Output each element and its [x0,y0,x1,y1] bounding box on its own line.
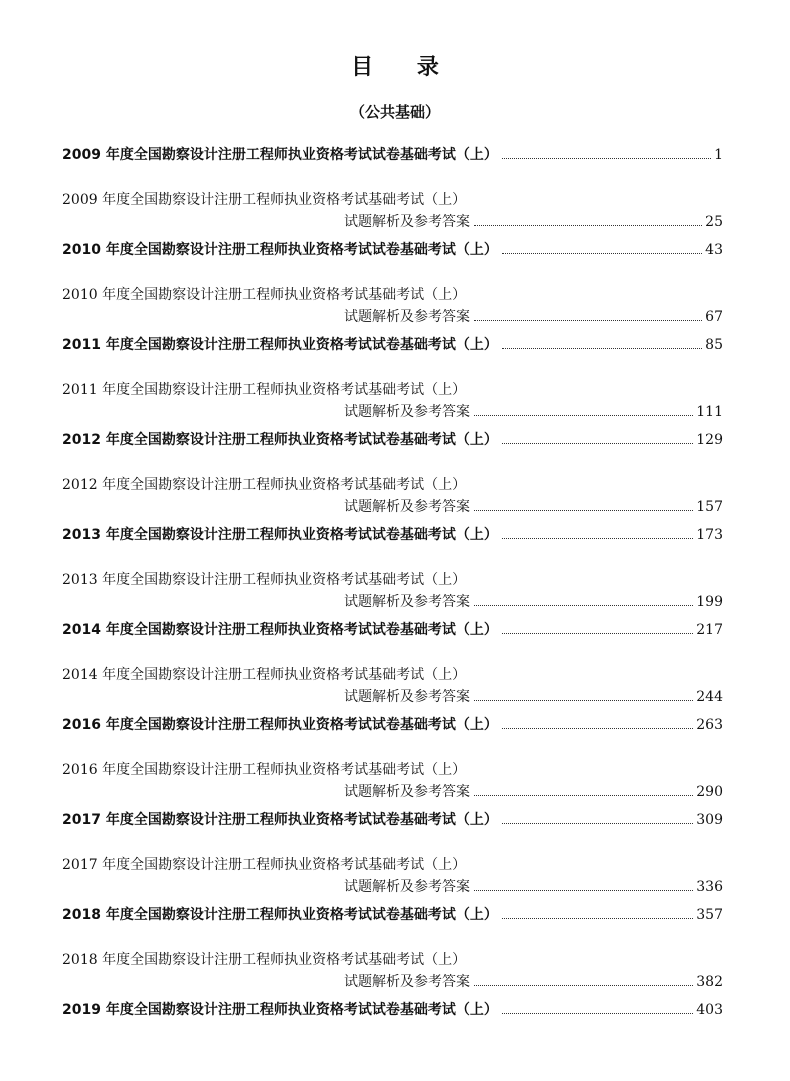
toc-entry-title: 2010 年度全国勘察设计注册工程师执业资格考试基础考试（上） [62,287,467,303]
toc-entry-title: 2011 年度全国勘察设计注册工程师执业资格考试基础考试（上） [62,382,467,398]
toc-entry-title: 2017 年度全国勘察设计注册工程师执业资格考试基础考试（上） [62,857,467,873]
toc-entry-exam[interactable] [62,525,723,545]
dot-leader [474,320,702,321]
toc-page-number: 403 [696,1002,723,1018]
toc-entry-title: 2009 年度全国勘察设计注册工程师执业资格考试基础考试（上） [62,192,467,208]
toc-entry-subtitle: 试题解析及参考答案 [344,404,470,420]
toc-entry-answer[interactable] [62,760,723,802]
toc-page-number: 357 [696,907,723,923]
toc-entry-title: 2010 年度全国勘察设计注册工程师执业资格考试试卷基础考试（上） [62,242,498,258]
toc-entry-subtitle: 试题解析及参考答案 [344,499,470,515]
dot-leader [502,1013,693,1014]
dot-leader [474,510,693,511]
dot-leader [502,823,693,824]
toc-page-number: 67 [705,309,723,325]
toc-entry-exam[interactable] [62,430,723,450]
toc-page-number: 199 [696,594,723,610]
toc-page-number: 290 [696,784,723,800]
dot-leader [474,795,693,796]
toc-entry-title: 2018 年度全国勘察设计注册工程师执业资格考试试卷基础考试（上） [62,907,498,923]
toc-page-number: 217 [696,622,723,638]
toc-entry-exam[interactable] [62,620,723,640]
toc-entry-title: 2009 年度全国勘察设计注册工程师执业资格考试试卷基础考试（上） [62,147,498,163]
toc-entry-title: 2018 年度全国勘察设计注册工程师执业资格考试基础考试（上） [62,952,467,968]
dot-leader [502,728,693,729]
toc-page-number: 1 [714,147,723,163]
toc-entry-answer[interactable] [62,190,723,232]
toc-entry-subtitle: 试题解析及参考答案 [344,689,470,705]
toc-page-number: 85 [705,337,723,353]
toc-entry-subtitle: 试题解析及参考答案 [344,594,470,610]
toc-page-number: 129 [696,432,723,448]
dot-leader [474,225,702,226]
toc-page-number: 43 [705,242,723,258]
toc-entry-exam[interactable] [62,905,723,925]
toc-entry-answer[interactable] [62,665,723,707]
toc-entry-answer[interactable] [62,950,723,992]
dot-leader [502,633,693,634]
toc-entry-title: 2014 年度全国勘察设计注册工程师执业资格考试试卷基础考试（上） [62,622,498,638]
dot-leader [502,158,711,159]
toc-page-number: 382 [696,974,723,990]
toc-entry-title: 2012 年度全国勘察设计注册工程师执业资格考试试卷基础考试（上） [62,432,498,448]
toc-entry-answer[interactable] [62,285,723,327]
toc-entry-subtitle: 试题解析及参考答案 [344,974,470,990]
toc-page-number: 157 [696,499,723,515]
dot-leader [474,415,693,416]
toc-entry-title: 2017 年度全国勘察设计注册工程师执业资格考试试卷基础考试（上） [62,812,498,828]
toc-entry-exam[interactable] [62,335,723,355]
toc-entry-title: 2013 年度全国勘察设计注册工程师执业资格考试基础考试（上） [62,572,467,588]
toc-entry-subtitle: 试题解析及参考答案 [344,784,470,800]
toc-entry-answer[interactable] [62,570,723,612]
toc-entry-title: 2014 年度全国勘察设计注册工程师执业资格考试基础考试（上） [62,667,467,683]
toc-entry-title: 2012 年度全国勘察设计注册工程师执业资格考试基础考试（上） [62,477,467,493]
toc-entry-title: 2013 年度全国勘察设计注册工程师执业资格考试试卷基础考试（上） [62,527,498,543]
dot-leader [502,443,693,444]
toc-entry-answer[interactable] [62,475,723,517]
dot-leader [502,348,702,349]
dot-leader [502,538,693,539]
toc-entry-title: 2016 年度全国勘察设计注册工程师执业资格考试试卷基础考试（上） [62,717,498,733]
dot-leader [474,700,693,701]
toc-entry-title: 2019 年度全国勘察设计注册工程师执业资格考试试卷基础考试（上） [62,1002,498,1018]
toc-entry-exam[interactable] [62,240,723,260]
toc-page-number: 336 [696,879,723,895]
toc-page-number: 111 [696,404,723,420]
dot-leader [474,605,693,606]
toc-entry-subtitle: 试题解析及参考答案 [344,214,470,230]
toc-page-number: 309 [696,812,723,828]
page-title: 目 录 [351,55,457,80]
toc-entry-exam[interactable] [62,1000,723,1020]
toc-entry-exam[interactable] [62,145,723,165]
dot-leader [474,890,693,891]
toc-page-number: 25 [705,214,723,230]
section-subtitle: （公共基础） [349,103,440,121]
toc-entry-title: 2016 年度全国勘察设计注册工程师执业资格考试基础考试（上） [62,762,467,778]
toc-entry-answer[interactable] [62,380,723,422]
toc-entry-title: 2011 年度全国勘察设计注册工程师执业资格考试试卷基础考试（上） [62,337,498,353]
dot-leader [502,253,702,254]
toc-page-number: 173 [696,527,723,543]
dot-leader [502,918,693,919]
toc-entry-subtitle: 试题解析及参考答案 [344,309,470,325]
toc-entry-answer[interactable] [62,855,723,897]
toc-entry-exam[interactable] [62,715,723,735]
toc-page-number: 263 [696,717,723,733]
dot-leader [474,985,693,986]
toc-entry-exam[interactable] [62,810,723,830]
toc-page-number: 244 [696,689,723,705]
toc-entry-subtitle: 试题解析及参考答案 [344,879,470,895]
